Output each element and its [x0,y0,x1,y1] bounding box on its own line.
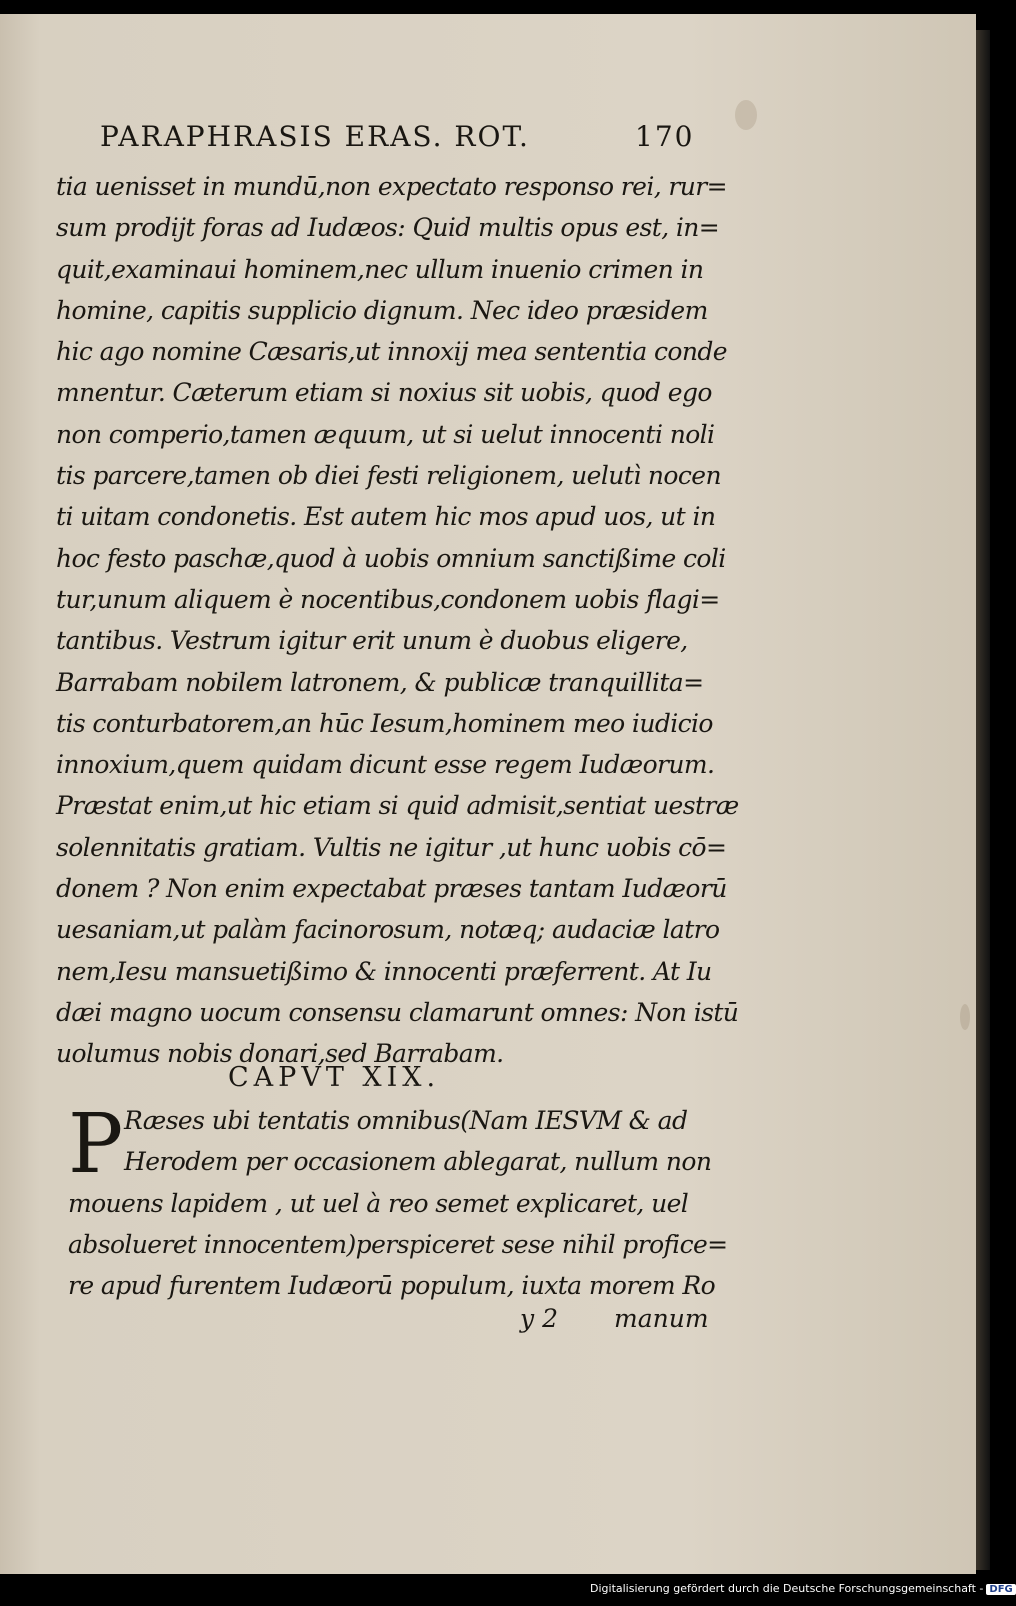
running-header [100,120,700,164]
running-title: PARAPHRASIS ERAS. ROT. [100,120,530,153]
text-line: nem,Iesu mansuetißimo & innocenti præferrent. At Iu [56,956,712,986]
text-line: innoxium,quem quidam dicunt esse regem Iudæorum. [56,750,715,780]
drop-cap: P [68,1097,124,1192]
text-line: Præstat enim,ut hic etiam si quid admisit,sentiat uestræ [56,791,739,821]
paper-stain [960,1004,970,1030]
signature-mark: y 2 [520,1304,558,1333]
text-line: sum prodijt foras ad Iudæos: Quid multis opus est, in= [56,213,720,243]
text-line: uolumus nobis donari,sed Barrabam. [56,1039,504,1069]
text-line: Barrabam nobilem latronem, & publicæ tranquillita= [56,667,704,697]
catchword: manum [614,1304,709,1333]
chapter-text [68,1097,728,1306]
text-line: re apud furentem Iudæorū populum, iuxta morem Ro [68,1271,716,1301]
text-line: Ræses ubi tentatis omnibus(Nam IESVM & ad [124,1106,688,1135]
text-line: hic ago nomine Cæsaris,ut innoxij mea sententia conde [56,337,727,367]
paper-stain [735,100,757,130]
text-line: Herodem per occasionem ablegarat, nullum non [124,1147,712,1177]
text-line: donem ? Non enim expectabat præses tantam Iudæorū [56,874,727,904]
book-page [0,14,976,1574]
text-line: tis parcere,tamen ob diei festi religionem, uelutì nocen [56,461,721,491]
text-line: quit,examinaui hominem,nec ullum inuenio crimen in [56,254,704,284]
dfg-logo: DFG [986,1584,1015,1595]
chapter-heading: CAPVT XIX. [228,1062,441,1093]
text-line: tur,unum aliquem è nocentibus,condonem uobis flagi= [56,584,720,614]
text-line: homine, capitis supplicio dignum. Nec ideo præsidem [56,295,708,325]
text-line: non comperio,tamen æquum, ut si uelut innocenti noli [56,419,715,449]
text-line: uesaniam,ut palàm facinorosum, notæq; audaciæ latro [56,915,720,945]
text-line: tis conturbatorem,an hūc Iesum,hominem meo iudicio [56,708,713,738]
page-number: 170 [635,120,695,153]
text-line: mouens lapidem , ut uel à reo semet explicaret, uel [68,1188,689,1218]
text-line: tia uenisset in mundū,non expectato responso rei, rur= [56,172,727,201]
digitization-credit [590,1582,1013,1602]
page-edge-shadow [976,30,990,1570]
credit-text: Digitalisierung gefördert durch die Deutsche Forschungsgemeinschaft - [590,1582,984,1595]
text-line: solennitatis gratiam. Vultis ne igitur ,ut hunc uobis cō= [56,832,727,862]
text-line: hoc festo paschæ,quod à uobis omnium sanctißime coli [56,543,726,573]
body-text [56,166,739,1075]
text-line: absolueret innocentem)perspiceret sese nihil profice= [68,1229,728,1259]
text-line: ti uitam condonetis. Est autem hic mos apud uos, ut in [56,502,716,532]
text-line: dæi magno uocum consensu clamarunt omnes: Non istū [56,997,739,1027]
text-line: mnentur. Cæterum etiam si noxius sit uobis, quod ego [56,378,712,408]
text-line: tantibus. Vestrum igitur erit unum è duobus eligere, [56,626,688,656]
